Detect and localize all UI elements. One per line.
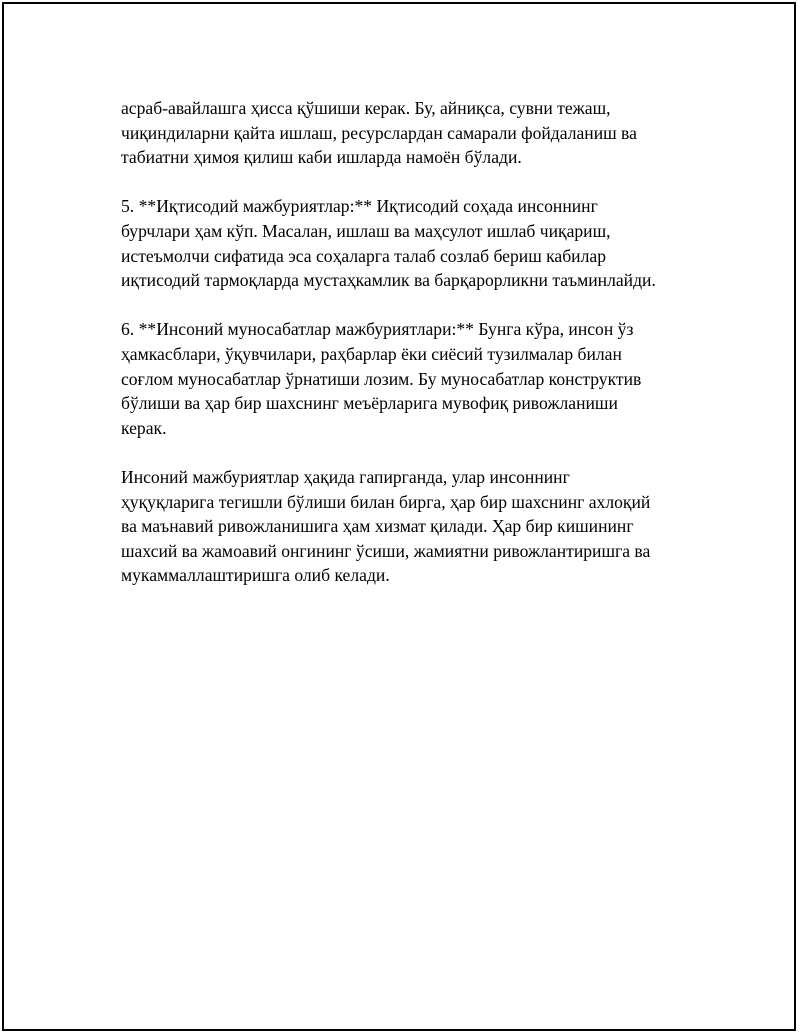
paragraph-1 xyxy=(121,96,691,170)
paragraph-line: Инсоний мажбуриятлар ҳақида гапирганда, улар инсоннинг xyxy=(121,466,570,487)
paragraph-human-relations xyxy=(121,317,691,440)
paragraph-line: шахсий ва жамоавий онгининг ўсиши, жамиятни ривожлантиришга ва xyxy=(121,540,651,561)
paragraph-line: керак. xyxy=(121,417,167,438)
paragraph-conclusion xyxy=(121,465,691,588)
paragraph-line: ҳуқуқларига тегишли бўлиши билан бирга, ҳар бир шахснинг ахлоқий xyxy=(121,491,651,512)
paragraph-economic-obligations xyxy=(121,194,691,292)
paragraph-line: 6. **Инсоний муносабатлар мажбуриятлари:** Бунга кўра, инсон ўз xyxy=(121,319,634,340)
paragraph-line: соғлом муносабатлар ўрнатиши лозим. Бу муносабатлар конструктив xyxy=(121,368,642,389)
paragraph-line: табиатни ҳимоя қилиш каби ишларда намоён бўлади. xyxy=(121,147,522,168)
paragraph-line: истеъмолчи сифатида эса соҳаларга талаб созлаб бериш кабилар xyxy=(121,245,606,266)
paragraph-line: ҳамкасблари, ўқувчилари, раҳбарлар ёки сиёсий тузилмалар билан xyxy=(121,343,622,364)
paragraph-line: иқтисодий тармоқларда мустаҳкамлик ва барқарорликни таъминлайди. xyxy=(121,270,656,291)
paragraph-line: асраб-авайлашга ҳисса қўшиши керак. Бу, айниқса, сувни тежаш, xyxy=(121,98,611,118)
page-frame xyxy=(2,2,796,1031)
paragraph-line: бўлиши ва ҳар бир шахснинг меъёрларига мувофиқ ривожланиши xyxy=(121,393,618,414)
page-body xyxy=(121,96,691,612)
paragraph-line: 5. **Иқтисодий мажбуриятлар:** Иқтисодий соҳада инсоннинг xyxy=(121,196,598,217)
paragraph-line: ва маънавий ривожланишига ҳам хизмат қилади. Ҳар бир кишининг xyxy=(121,516,634,537)
paragraph-line: чиқиндиларни қайта ишлаш, ресурслардан самарали фойдаланиш ва xyxy=(121,122,637,143)
paragraph-line: мукаммаллаштиришга олиб келади. xyxy=(121,565,390,586)
paragraph-line: бурчлари ҳам кўп. Масалан, ишлаш ва маҳсулот ишлаб чиқариш, xyxy=(121,220,611,241)
